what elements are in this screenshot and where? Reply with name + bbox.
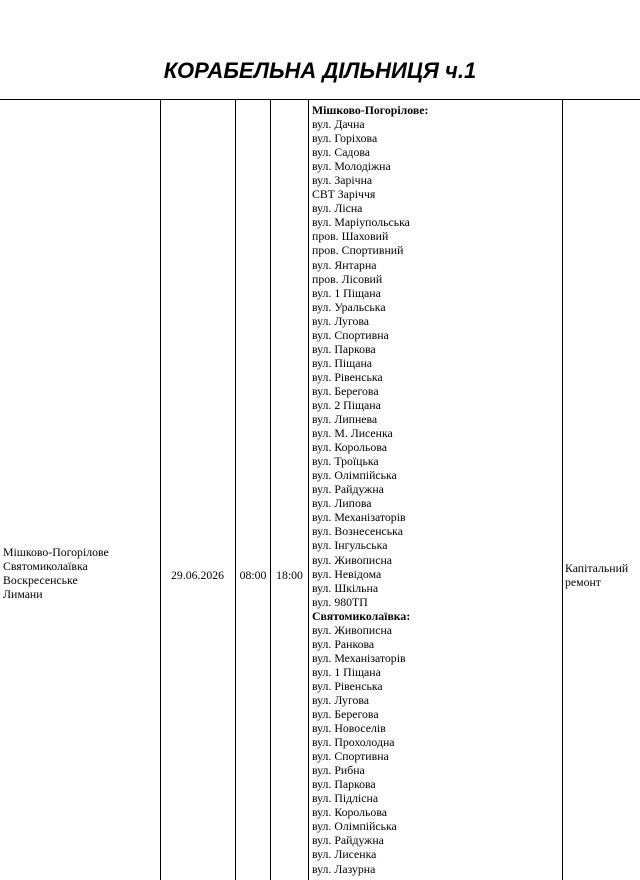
street-item: пров. Шаховий [312,229,389,244]
street-item: вул. 980ТП [312,594,368,609]
street-item: вул. Новоселів [312,721,386,736]
street-item: вул. Підлісна [312,791,379,806]
locality-name: Святомиколаївка [3,559,88,573]
street-item: вул. Лазурна [312,861,376,876]
street-item: вул. Паркова [312,341,376,356]
street-item: вул. Рівенська [312,369,383,384]
streets-cell [312,103,562,876]
localities-cell [3,545,159,601]
column-divider [562,99,563,880]
outage-end-time: 18:00 [276,568,303,582]
street-item: вул. Липова [312,496,372,511]
street-item: вул. Лугова [312,692,370,707]
street-item: вул. Спортивна [312,327,389,342]
settlement-header: Мішково-Погорілове: [312,103,429,117]
locality-name: Воскресенське [3,573,78,587]
outage-start-time: 08:00 [239,568,267,582]
street-item: вул. 1 Піщана [312,664,381,679]
street-item: вул. Липнева [312,412,378,427]
street-item: вул. Рівенська [312,678,383,693]
street-item: вул. Вознесенська [312,524,403,539]
street-item: вул. М. Лисенка [312,426,393,441]
reason-text: Капітальний [565,561,629,575]
street-item: вул. Зарічна [312,173,373,188]
street-item: вул. Механізаторів [312,650,406,665]
street-item: вул. Берегова [312,383,379,398]
street-item: вул. Інгульська [312,538,388,553]
street-item: вул. Райдужна [312,482,384,497]
column-divider [235,99,236,880]
outage-table [0,99,640,880]
street-item: вул. Корольова [312,440,387,455]
reason-text: ремонт [565,575,601,589]
street-item: вул. Корольова [312,805,387,820]
street-item: пров. Спортивний [312,243,404,258]
street-item: вул. Механізаторів [312,510,406,525]
street-item: вул. Живописна [312,622,393,637]
street-item: вул. Горіхова [312,131,378,146]
street-item: вул. Янтарна [312,257,377,272]
street-item: вул. Живописна [312,552,393,567]
street-item: вул. Піщана [312,355,372,370]
street-item: вул. Троїцька [312,454,379,469]
street-item: вул. Молодіжна [312,159,391,174]
table-top-border [0,99,640,100]
column-divider [160,99,161,880]
street-item: вул. Берегова [312,707,379,722]
street-item: вул. Уральська [312,299,386,314]
street-item: вул. 2 Піщана [312,397,381,412]
page-title: КОРАБЕЛЬНА ДІЛЬНИЦЯ ч.1 [163,58,477,83]
street-item: вул. Садова [312,145,370,160]
column-divider [270,99,271,880]
street-item: пров. Лісовий [312,271,383,286]
locality-name: Лимани [3,587,43,601]
street-item: вул. Паркова [312,777,376,792]
street-item: вул. Ранкова [312,636,375,651]
street-item: вул. Райдужна [312,833,384,848]
street-item: вул. Рибна [312,763,365,778]
street-item: вул. Лісна [312,201,363,216]
street-item: вул. Спортивна [312,749,389,764]
column-divider [308,99,309,880]
street-item: вул. Прохолодна [312,735,395,750]
street-item: вул. Лугова [312,313,370,328]
street-item: вул. Лисенка [312,847,377,862]
street-item: вул. Олімпійська [312,468,397,483]
street-item: вул. Невідома [312,566,382,581]
locality-name: Мішково-Погорілове [3,545,109,559]
outage-reason-cell [565,561,640,589]
street-item: вул. Олімпійська [312,819,397,834]
settlement-header: Святомиколаївка: [312,608,411,623]
street-item: вул. Дачна [312,117,365,132]
street-item: вул. 1 Піщана [312,285,381,300]
street-item: вул. Маріупольська [312,215,410,230]
outage-date: 29.06.2026 [170,568,225,582]
street-item: вул. Шкільна [312,580,379,595]
street-list [312,623,562,876]
street-list [312,117,562,609]
street-item: СВТ Заріччя [312,187,376,202]
